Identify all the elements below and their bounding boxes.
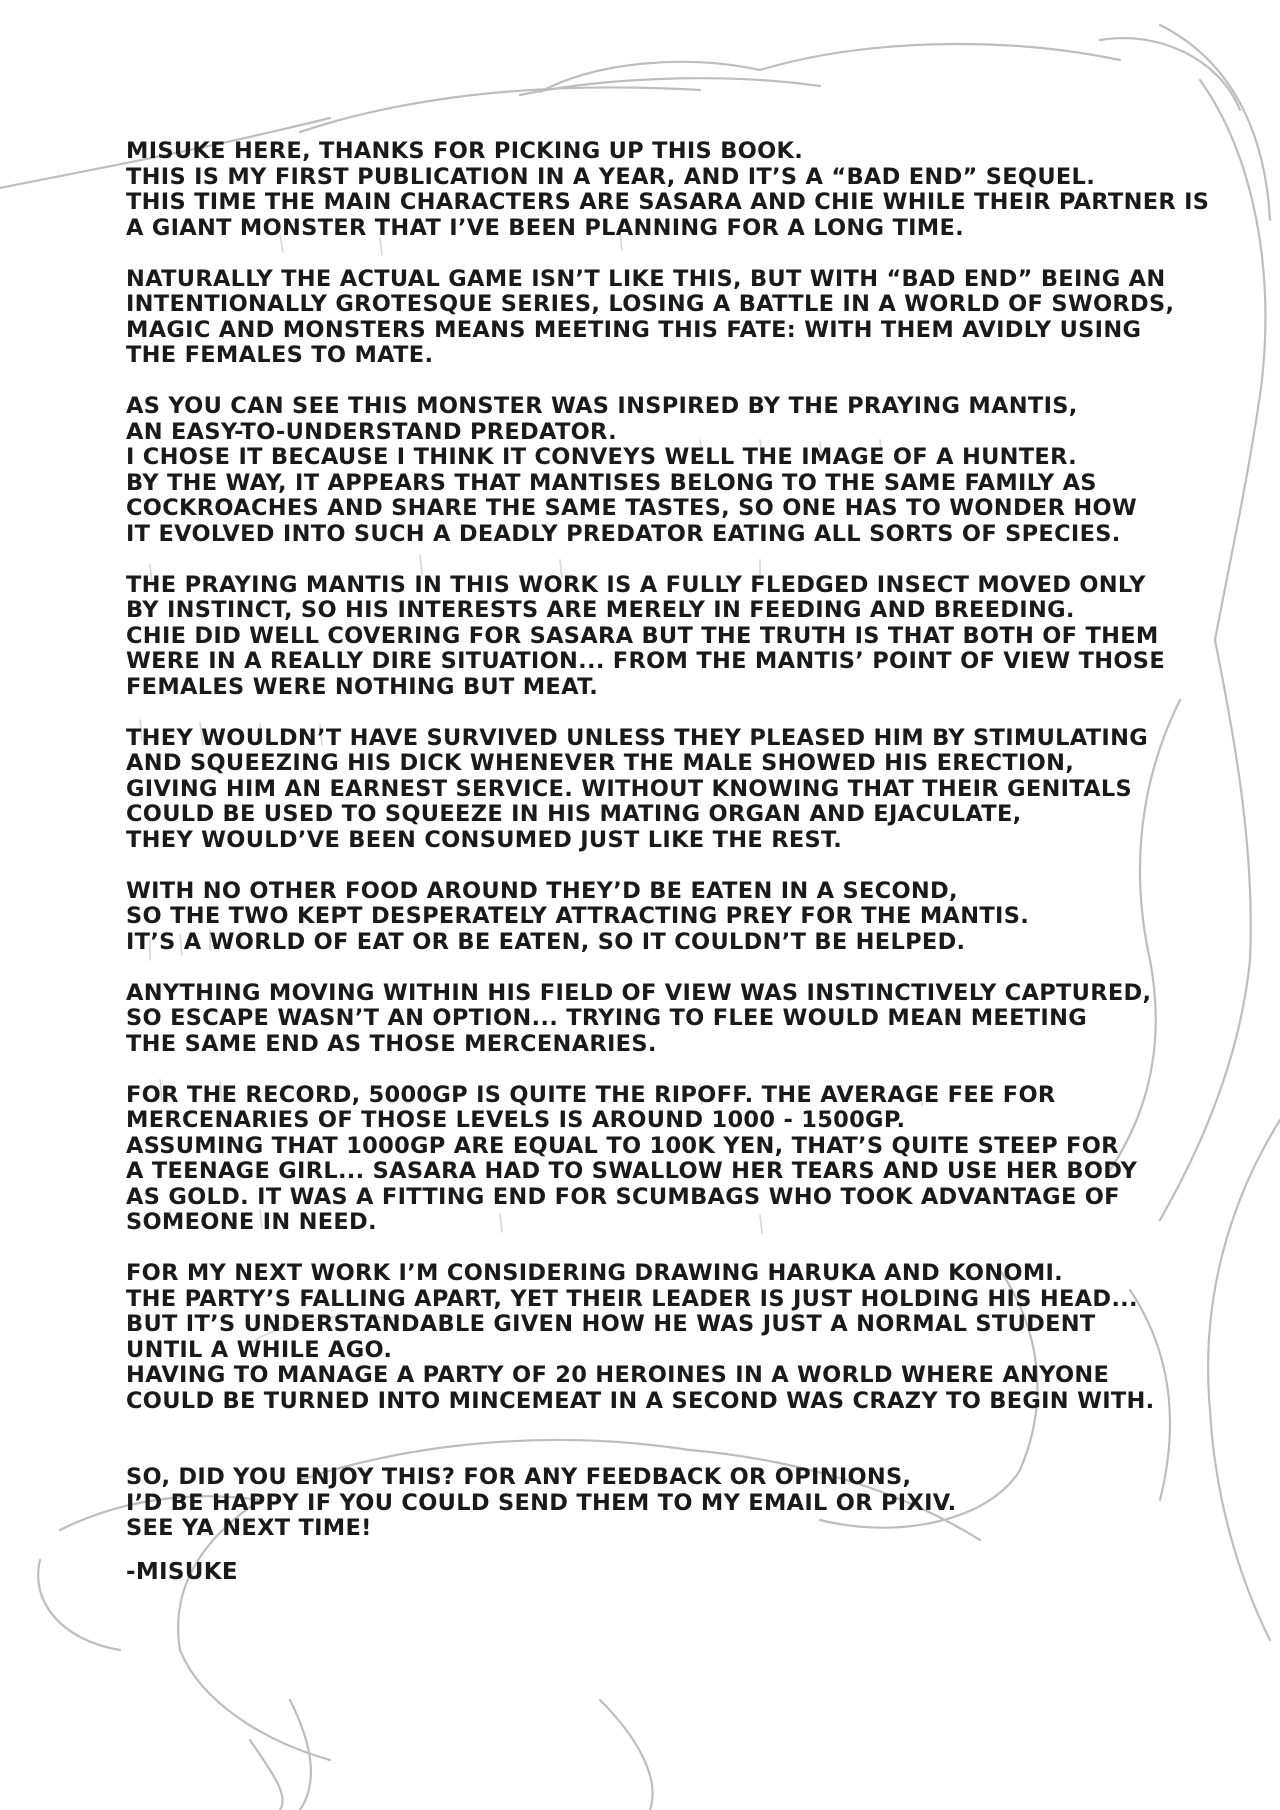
text-line: SEE YA NEXT TIME! bbox=[126, 1515, 372, 1541]
text-line: MISUKE HERE, THANKS FOR PICKING UP THIS BOOK. bbox=[126, 138, 804, 164]
text-line: GIVING HIM AN EARNEST SERVICE. WITHOUT KNOWING THAT THEIR GENITALS bbox=[126, 775, 1133, 802]
text-line: ASSUMING THAT 1000GP ARE EQUAL TO 100K YEN, THAT’S QUITE STEEP FOR bbox=[126, 1132, 1119, 1159]
paragraph bbox=[126, 1465, 1126, 1542]
text-line: UNTIL A WHILE AGO. bbox=[126, 1336, 393, 1363]
signature: -MISUKE bbox=[126, 1558, 238, 1585]
text-line: WERE IN A REALLY DIRE SITUATION... FROM THE MANTIS’ POINT OF VIEW THOSE bbox=[126, 648, 1165, 674]
text-line: ANYTHING MOVING WITHIN HIS FIELD OF VIEW WAS INSTINCTIVELY CAPTURED, bbox=[126, 979, 1152, 1006]
text-line: SO ESCAPE WASN’T AN OPTION... TRYING TO FLEE WOULD MEAN MEETING bbox=[126, 1005, 1087, 1031]
text-line: THE SAME END AS THOSE MERCENARIES. bbox=[126, 1030, 657, 1057]
text-line: CHIE DID WELL COVERING FOR SASARA BUT THE TRUTH IS THAT BOTH OF THEM bbox=[126, 622, 1159, 649]
paragraph bbox=[126, 879, 1126, 956]
paragraph bbox=[126, 393, 1138, 547]
text-line: THIS TIME THE MAIN CHARACTERS ARE SASARA AND CHIE WHILE THEIR PARTNER IS bbox=[126, 189, 1210, 215]
text-line: THE PARTY’S FALLING APART, YET THEIR LEADER IS JUST HOLDING HIS HEAD... bbox=[126, 1285, 1138, 1312]
text-line: COULD BE TURNED INTO MINCEMEAT IN A SECOND WAS CRAZY TO BEGIN WITH. bbox=[126, 1387, 1155, 1414]
text-line: FEMALES WERE NOTHING BUT MEAT. bbox=[126, 673, 599, 700]
text-line: THEY WOULDN’T HAVE SURVIVED UNLESS THEY PLEASED HIM BY STIMULATING bbox=[126, 724, 1148, 751]
text-line: AN EASY-TO-UNDERSTAND PREDATOR. bbox=[126, 418, 617, 445]
text-line: FOR MY NEXT WORK I’M CONSIDERING DRAWING HARUKA AND KONOMI. bbox=[126, 1260, 1064, 1286]
text-line: SOMEONE IN NEED. bbox=[126, 1209, 377, 1235]
text-line: BY INSTINCT, SO HIS INTERESTS ARE MERELY IN FEEDING AND BREEDING. bbox=[126, 597, 1075, 623]
text-line: SO THE TWO KEPT DESPERATELY ATTRACTING PREY FOR THE MANTIS. bbox=[126, 903, 1030, 929]
paragraph bbox=[126, 724, 1148, 854]
text-line: COULD BE USED TO SQUEEZE IN HIS MATING ORGAN AND EJACULATE, bbox=[126, 801, 1022, 827]
text-line: THEY WOULD’VE BEEN CONSUMED JUST LIKE THE REST. bbox=[126, 826, 843, 853]
paragraph bbox=[126, 1260, 1155, 1414]
text-line: AND SQUEEZING HIS DICK WHENEVER THE MALE SHOWED HIS ERECTION, bbox=[126, 750, 1075, 776]
paragraph bbox=[126, 571, 1165, 701]
paragraph bbox=[126, 265, 1175, 369]
text-line: IT EVOLVED INTO SUCH A DEADLY PREDATOR EATING ALL SORTS OF SPECIES. bbox=[126, 520, 1121, 547]
text-line: FOR THE RECORD, 5000GP IS QUITE THE RIPOFF. THE AVERAGE FEE FOR bbox=[126, 1081, 1056, 1108]
text-line: I CHOSE IT BECAUSE I THINK IT CONVEYS WELL THE IMAGE OF A HUNTER. bbox=[126, 444, 1077, 470]
text-line: A GIANT MONSTER THAT I’VE BEEN PLANNING FOR A LONG TIME. bbox=[126, 214, 964, 241]
text-line: THE FEMALES TO MATE. bbox=[126, 342, 434, 368]
text-line: MAGIC AND MONSTERS MEANS MEETING THIS FATE: WITH THEM AVIDLY USING bbox=[126, 316, 1142, 343]
text-line: THE PRAYING MANTIS IN THIS WORK IS A FULLY FLEDGED INSECT MOVED ONLY bbox=[126, 571, 1146, 598]
paragraph bbox=[126, 138, 1210, 241]
text-line: INTENTIONALLY GROTESQUE SERIES, LOSING A BATTLE IN A WORLD OF SWORDS, bbox=[126, 291, 1175, 317]
paragraph bbox=[126, 979, 1152, 1058]
text-line: I’D BE HAPPY IF YOU COULD SEND THEM TO MY EMAIL OR PIXIV. bbox=[126, 1489, 957, 1516]
text-line: SO, DID YOU ENJOY THIS? FOR ANY FEEDBACK OR OPINIONS, bbox=[126, 1464, 912, 1490]
text-line: COCKROACHES AND SHARE THE SAME TASTES, SO ONE HAS TO WONDER HOW bbox=[126, 495, 1138, 521]
afterword-text bbox=[126, 138, 1210, 1585]
text-line: BY THE WAY, IT APPEARS THAT MANTISES BELONG TO THE SAME FAMILY AS bbox=[126, 469, 1097, 496]
text-line: BUT IT’S UNDERSTANDABLE GIVEN HOW HE WAS JUST A NORMAL STUDENT bbox=[126, 1311, 1096, 1337]
text-line: WITH NO OTHER FOOD AROUND THEY’D BE EATEN IN A SECOND, bbox=[126, 877, 958, 904]
paragraph bbox=[126, 1081, 1138, 1236]
text-line: NATURALLY THE ACTUAL GAME ISN’T LIKE THIS, BUT WITH “BAD END” BEING AN bbox=[126, 265, 1166, 292]
text-line: HAVING TO MANAGE A PARTY OF 20 HEROINES IN A WORLD WHERE ANYONE bbox=[126, 1362, 1110, 1388]
text-line: AS YOU CAN SEE THIS MONSTER WAS INSPIRED BY THE PRAYING MANTIS, bbox=[126, 393, 1078, 419]
text-line: IT’S A WORLD OF EAT OR BE EATEN, SO IT COULDN’T BE HELPED. bbox=[126, 928, 966, 955]
text-line: AS GOLD. IT WAS A FITTING END FOR SCUMBAGS WHO TOOK ADVANTAGE OF bbox=[126, 1183, 1120, 1210]
text-line: MERCENARIES OF THOSE LEVELS IS AROUND 1000 - 1500GP. bbox=[126, 1107, 906, 1133]
text-line: A TEENAGE GIRL... SASARA HAD TO SWALLOW HER TEARS AND USE HER BODY bbox=[126, 1158, 1138, 1184]
text-line: THIS IS MY FIRST PUBLICATION IN A YEAR, AND IT’S A “BAD END” SEQUEL. bbox=[126, 163, 1096, 190]
